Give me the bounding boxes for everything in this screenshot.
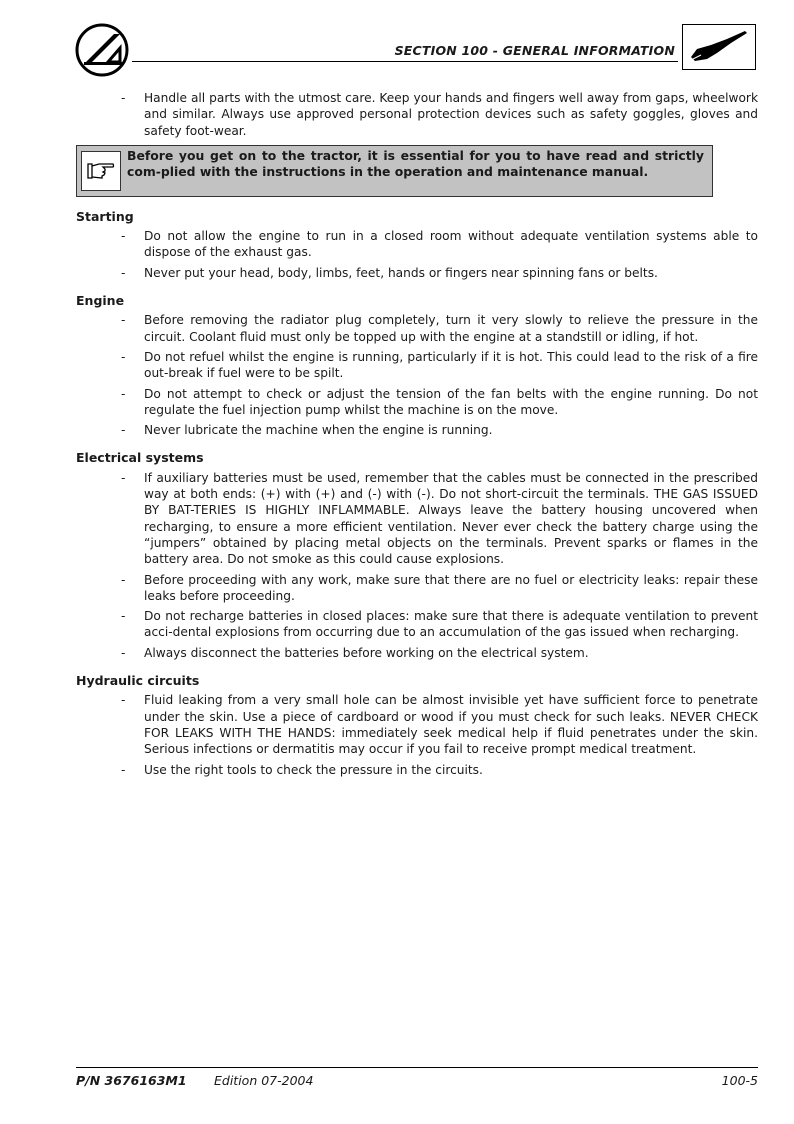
bullet-dash: - bbox=[121, 609, 126, 624]
bullet-dash: - bbox=[121, 349, 126, 364]
brand-logo-icon bbox=[74, 22, 130, 78]
list-item bbox=[76, 422, 758, 438]
list-item bbox=[76, 572, 758, 605]
tool-hand-icon bbox=[687, 29, 751, 65]
list-item bbox=[76, 470, 758, 568]
section-heading: Engine bbox=[76, 293, 125, 309]
page-header bbox=[0, 0, 794, 80]
list-item bbox=[76, 608, 758, 641]
notice-text: Before you get on to the tractor, it is essential for you to have read and strictly com-plied with the instructions in the operation and maintenance manual. bbox=[127, 147, 704, 180]
bullet-dash: - bbox=[121, 265, 126, 280]
footer-rule bbox=[76, 1067, 758, 1068]
list-item bbox=[76, 90, 758, 139]
list-item bbox=[76, 645, 758, 661]
list-item-text: Never lubricate the machine when the engine is running. bbox=[144, 423, 493, 438]
bullet-dash: - bbox=[121, 645, 126, 660]
bullet-dash: - bbox=[121, 693, 126, 708]
list-item bbox=[76, 349, 758, 382]
main-content bbox=[76, 90, 758, 782]
page-number: 100-5 bbox=[721, 1073, 758, 1088]
list-item-text: If auxiliary batteries must be used, remember that the cables must be connected in the prescribed way at both ends: (+) with (+) and (-) with (-). Do not short-circuit the terminals. THE GAS ISSUED BY BAT-TERIES IS HIGHLY INFLAMMABLE. Always leave the battery housing uncovered when recharging, to ensure a more efficient ventilation. Never ever check the battery charge using the “jumpers” obtained by placing metal objects on the terminals. Prevent sparks or flames in the battery area. Do not smoke as this could cause explosions. bbox=[144, 470, 758, 567]
pointing-hand-icon bbox=[87, 160, 115, 180]
list-item-text: Do not refuel whilst the engine is running, particularly if it is hot. This could lead to the risk of a fire out-break if fuel were to be spilt. bbox=[144, 349, 758, 381]
list-item bbox=[76, 386, 758, 419]
bullet-dash: - bbox=[121, 572, 126, 587]
list-item-text: Fluid leaking from a very small hole can be almost invisible yet have sufficient force to penetrate under the skin. Use a piece of cardboard or wood if you must check for such leaks. NEVER CHECK FOR LEAKS WITH THE HANDS: immediately seek medical help if fluid penetrates under the skin. Serious infections or dermatitis may occur if you fail to receive prompt medical treatment. bbox=[144, 693, 758, 757]
list-item bbox=[76, 692, 758, 757]
list-item-text: Always disconnect the batteries before working on the electrical system. bbox=[144, 645, 589, 660]
list-item-text: Before removing the radiator plug completely, turn it very slowly to relieve the pressure in the circuit. Coolant fluid must only be topped up with the engine at a standstill or idling, if hot. bbox=[144, 313, 758, 344]
section-heading: Starting bbox=[76, 208, 134, 224]
bullet-dash: - bbox=[121, 762, 126, 777]
list-item-text: Never put your head, body, limbs, feet, hands or fingers near spinning fans or belts. bbox=[144, 265, 658, 280]
list-item-text: Do not allow the engine to run in a closed room without adequate ventilation systems able to dispose of the exhaust gas. bbox=[144, 229, 758, 260]
list-item-text: Do not recharge batteries in closed places: make sure that there is adequate ventilation to prevent acci-dental explosions from occurring due to an accumulation of the gas issued when recharging. bbox=[144, 609, 758, 640]
list-item-text: Handle all parts with the utmost care. Keep your hands and fingers well away from gaps, wheelwork and similar. Always use approved personal protection devices such as safety goggles, gloves and safety foot-wear. bbox=[144, 91, 758, 138]
notice-box bbox=[76, 145, 713, 197]
bullet-dash: - bbox=[121, 313, 126, 328]
list-item-text: Do not attempt to check or adjust the tension of the fan belts with the engine running. Do not regulate the fuel injection pump whilst the machine is on the move. bbox=[144, 386, 758, 417]
list-item bbox=[76, 265, 758, 281]
list-item bbox=[76, 312, 758, 345]
header-rule bbox=[132, 61, 678, 62]
list-item bbox=[76, 762, 758, 778]
bullet-dash: - bbox=[121, 386, 126, 401]
notice-icon-box bbox=[81, 151, 121, 191]
list-item-text: Use the right tools to check the pressure in the circuits. bbox=[144, 762, 483, 777]
edition-label: Edition 07-2004 bbox=[214, 1073, 314, 1088]
section-icon-box bbox=[682, 24, 756, 70]
bullet-dash: - bbox=[121, 470, 126, 485]
bullet-dash: - bbox=[121, 91, 126, 105]
section-heading: Electrical systems bbox=[76, 450, 204, 466]
section-title: SECTION 100 - GENERAL INFORMATION bbox=[394, 43, 675, 58]
list-item-text: Before proceeding with any work, make sure that there are no fuel or electricity leaks: repair these leaks before proceeding. bbox=[144, 572, 758, 603]
section-heading: Hydraulic circuits bbox=[76, 673, 200, 689]
bullet-dash: - bbox=[121, 229, 126, 244]
list-item bbox=[76, 228, 758, 261]
part-number: P/N 3676163M1 bbox=[76, 1073, 187, 1088]
bullet-dash: - bbox=[121, 423, 126, 438]
